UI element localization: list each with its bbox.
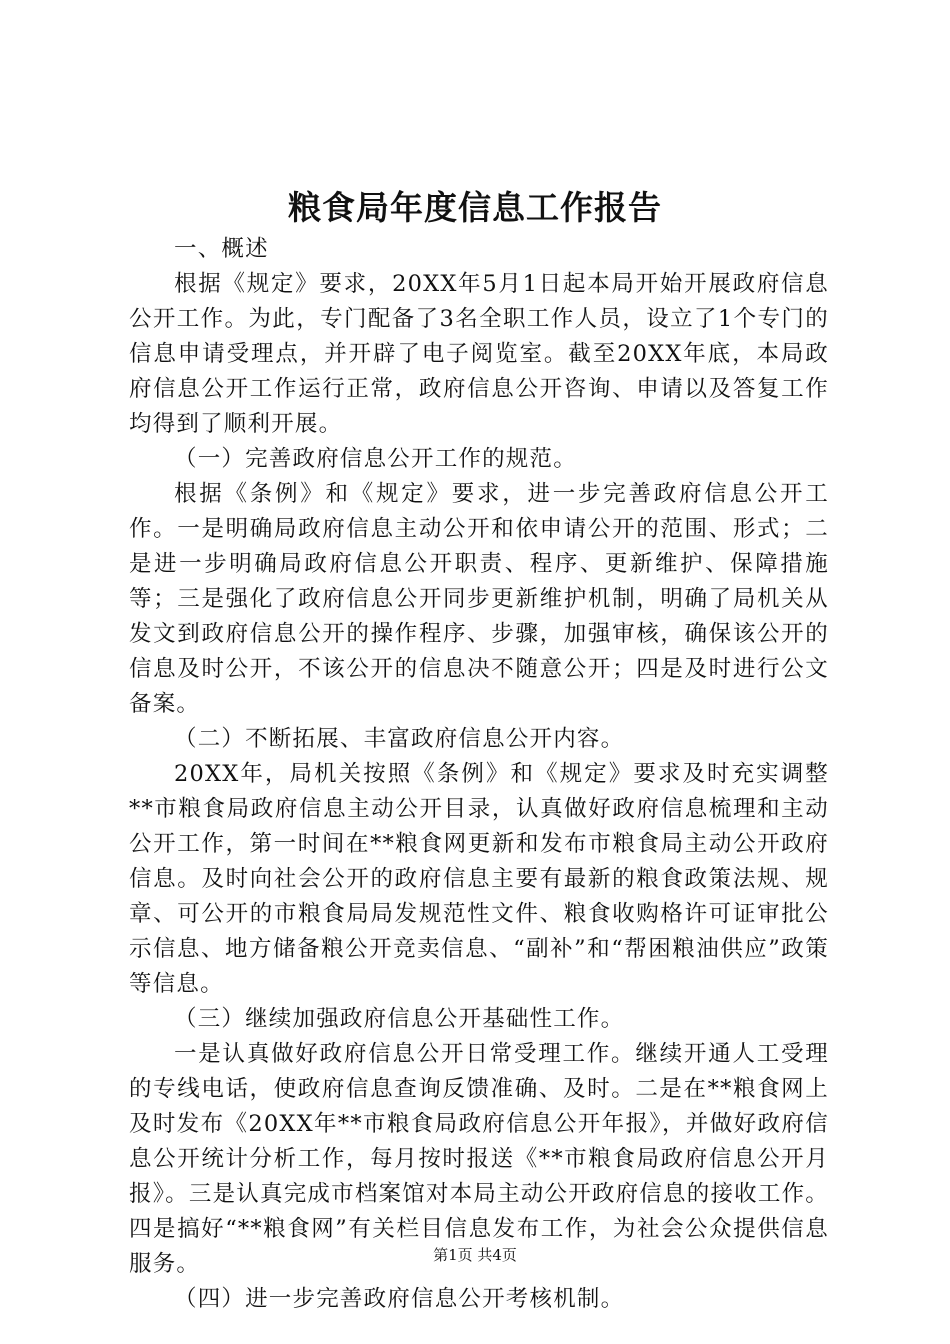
subsection-heading: （三）继续加强政府信息公开基础性工作。 [174, 1006, 625, 1032]
subsection-heading: （一）完善政府信息公开工作的规范。 [174, 446, 577, 472]
document-body [129, 232, 829, 1317]
paragraph: 根据《规定》要求，20XX年5月1日起本局开始开展政府信息公开工作。为此，专门配备了3名全职工作人员，设立了1个专门的信息申请受理点，并开辟了电子阅览室。截至20XX年底，本局政府信息公开工作运行正常，政府信息公开咨询、申请以及答复工作均得到了顺利开展。 [129, 271, 829, 437]
subsection-heading: （二）不断拓展、丰富政府信息公开内容。 [174, 726, 625, 752]
paragraph: 根据《条例》和《规定》要求，进一步完善政府信息公开工作。一是明确局政府信息主动公开和依申请公开的范围、形式；二是进一步明确局政府信息公开职责、程序、更新维护、保障措施等；三是强化了政府信息公开同步更新维护机制，明确了局机关从发文到政府信息公开的操作程序、步骤，加强审核，确保该公开的信息及时公开，不该公开的信息决不随意公开；四是及时进行公文备案。 [129, 481, 829, 717]
document-title: 粮食局年度信息工作报告 [288, 188, 662, 227]
subsection-heading: （四）进一步完善政府信息公开考核机制。 [174, 1286, 625, 1312]
paragraph: 一是认真做好政府信息公开日常受理工作。继续开通人工受理的专线电话，使政府信息查询反馈准确、及时。二是在**粮食网上及时发布《20XX年**市粮食局政府信息公开年报》，并做好政府信息公开统计分析工作，每月按时报送《**市粮食局政府信息公开月报》。三是认真完成市档案馆对本局主动公开政府信息的接收工作。四是搞好“**粮食网”有关栏目信息发布工作，为社会公众提供信息服务。 [129, 1041, 829, 1277]
section-heading-overview: 一、概述 [174, 236, 269, 262]
page-number-footer: 第1页 共4页 [433, 1246, 517, 1264]
paragraph: 20XX年，局机关按照《条例》和《规定》要求及时充实调整**市粮食局政府信息主动公开目录，认真做好政府信息梳理和主动公开工作，第一时间在**粮食网更新和发布市粮食局主动公开政府信息。及时向社会公开的政府信息主要有最新的粮食政策法规、规章、可公开的市粮食局局发规范性文件、粮食收购格许可证审批公示信息、地方储备粮公开竞卖信息、“副补”和“帮困粮油供应”政策等信息。 [129, 761, 829, 997]
